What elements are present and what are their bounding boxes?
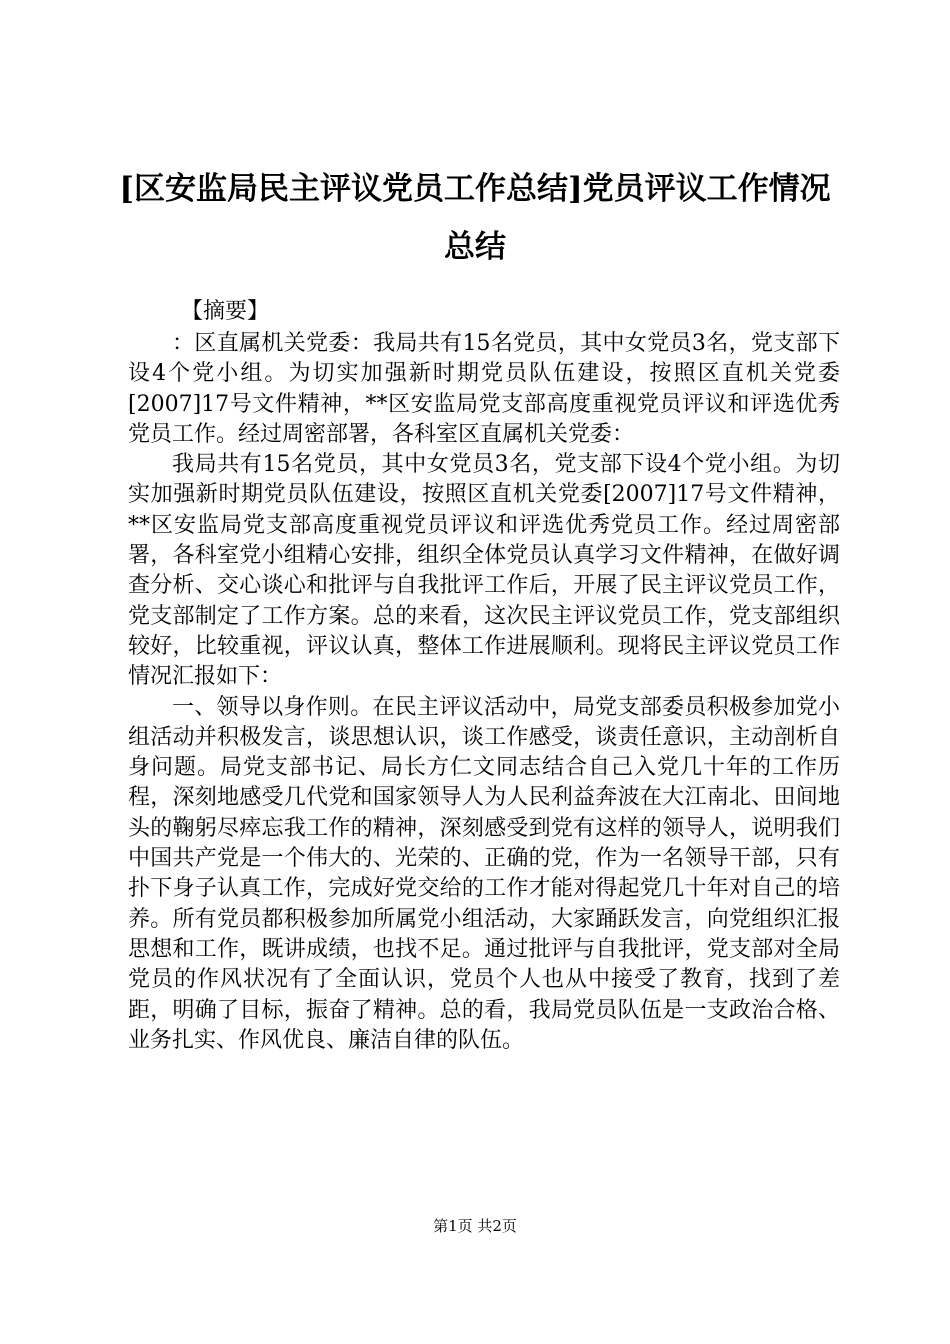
paragraph-3: 一、领导以身作则。在民主评议活动中，局党支部委员积极参加党小组活动并积极发言，谈思想认识，谈工作感受，谈责任意识，主动剖析自身问题。局党支部书记、局长方仁文同志结合自己入党几十年的工作历程，深刻地感受几代党和国家领导人为人民利益奔波在大江南北、田间地头的鞠躬尽瘁忘我工作的精神，深刻感受到党有这样的领导人，说明我们中国共产党是一个伟大的、光荣的、正确的党，作为一名领导干部，只有扑下身子认真工作，完成好党交给的工作才能对得起党几十年对自己的培养。所有党员都积极参加所属党小组活动，大家踊跃发言，向党组织汇报思想和工作，既讲成绩，也找不足。通过批评与自我批评，党支部对全局党员的作风状况有了全面认识，党员个人也从中接受了教育，找到了差距，明确了目标，振奋了精神。总的看，我局党员队伍是一支政治合格、业务扎实、作风优良、廉洁自律的队伍。 xyxy=(128,694,840,1053)
abstract-label: 【摘要】 xyxy=(181,299,270,324)
page-footer: 第1页 共2页 xyxy=(433,1217,517,1235)
document-body xyxy=(128,329,840,1056)
document-title: [区安监局民主评议党员工作总结]党员评议工作情况总结 xyxy=(119,171,831,265)
paragraph-1: ：区直属机关党委：我局共有15名党员，其中女党员3名，党支部下设4个党小组。为切实加强新时期党员队伍建设，按照区直机关党委[2007]17号文件精神，**区安监局党支部高度重视党员评议和评选优秀党员工作。经过周密部署，各科室区直属机关党委： xyxy=(128,331,840,447)
paragraph-2: 我局共有15名党员，其中女党员3名，党支部下设4个党小组。为切实加强新时期党员队伍建设，按照区直机关党委[2007]17号文件精神，**区安监局党支部高度重视党员评议和评选优秀党员工作。经过周密部署，各科室党小组精心安排，组织全体党员认真学习文件精神，在做好调查分析、交心谈心和批评与自我批评工作后，开展了民主评议党员工作，党支部制定了工作方案。总的来看，这次民主评议党员工作，党支部组织较好，比较重视，评议认真，整体工作进展顺利。现将民主评议党员工作情况汇报如下： xyxy=(128,452,840,690)
